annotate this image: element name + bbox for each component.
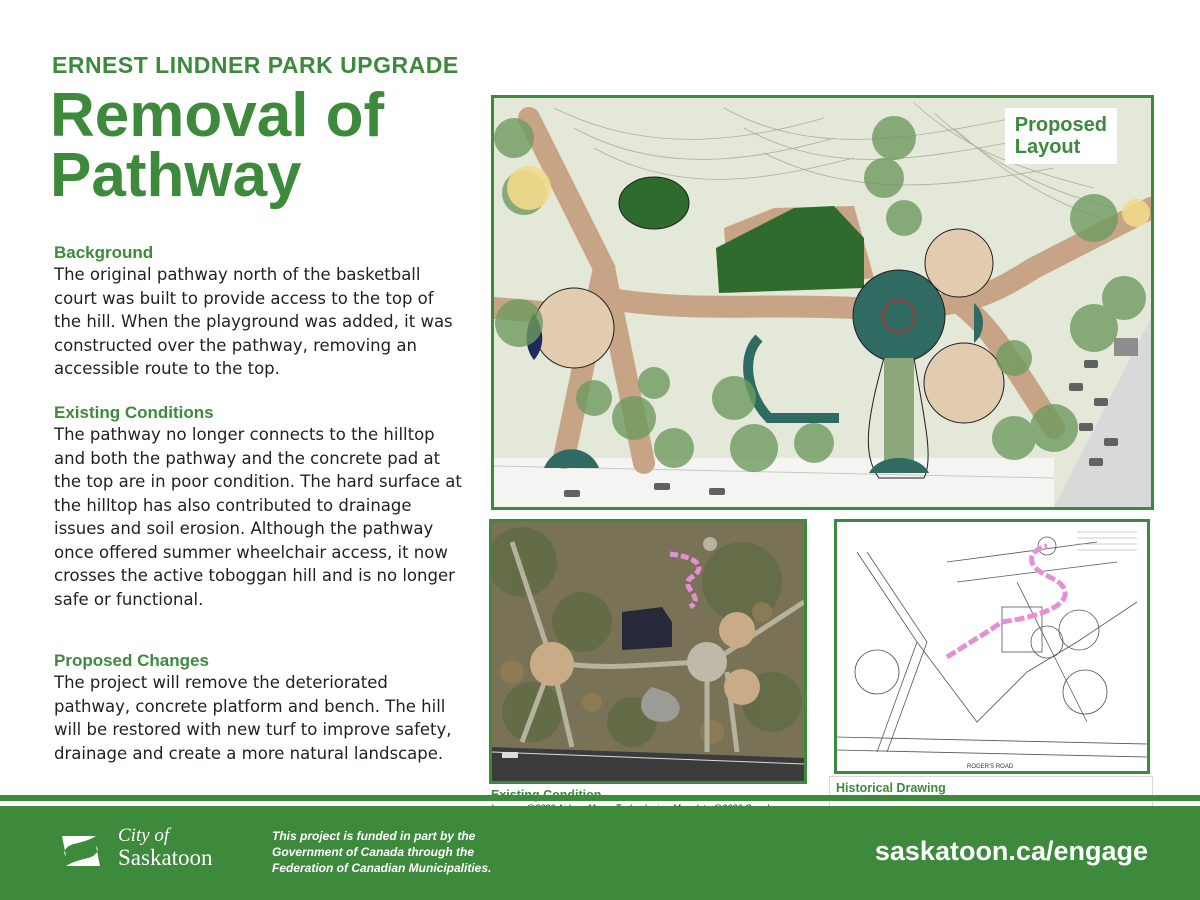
roger-road-label: ROGER'S ROAD xyxy=(967,764,1014,770)
funding-statement xyxy=(272,828,491,876)
background-section xyxy=(54,243,464,381)
background-body: The original pathway north of the basketball court was built to provide access to the top of the hill. When the playground was added, it was constructed over the pathway, removing an accessible route to the top. xyxy=(54,265,453,378)
proposed-changes-section xyxy=(54,651,464,765)
proposed-layout-label-line-2: Layout xyxy=(1014,136,1081,158)
existing-conditions-section xyxy=(54,403,464,611)
existing-conditions-heading: Existing Conditions xyxy=(54,403,214,422)
proposed-layout-label-line-1: Proposed xyxy=(1014,114,1107,136)
title-line-2: Pathway xyxy=(50,141,302,210)
background-heading: Background xyxy=(54,243,154,262)
funding-line-3: Federation of Canadian Municipalities. xyxy=(272,861,492,875)
proposed-changes-body: The project will remove the deteriorated pathway, concrete platform and bench. The hill will be restored with new turf to improve safety, drainage and create a more natural landscape. xyxy=(54,673,452,763)
existing-condition-aerial xyxy=(492,522,804,781)
page-title xyxy=(50,81,470,210)
city-logo-text xyxy=(118,826,213,870)
funding-line-2: Government of Canada through the xyxy=(272,845,475,859)
engage-url-link[interactable]: saskatoon.ca/engage xyxy=(874,836,1148,866)
proposed-changes-heading: Proposed Changes xyxy=(54,651,209,670)
existing-condition-panel xyxy=(489,519,807,784)
logo-line-2: Saskatoon xyxy=(118,845,213,870)
funding-line-1: This project is funded in part by the xyxy=(272,829,476,843)
proposed-layout-panel xyxy=(491,95,1154,510)
project-eyebrow: ERNEST LINDNER PARK UPGRADE xyxy=(52,52,459,78)
historical-drawing-caption: Historical Drawing xyxy=(836,781,946,795)
proposed-layout-label xyxy=(1005,108,1117,164)
title-line-1: Removal of xyxy=(50,81,385,150)
footer xyxy=(0,806,1200,900)
historical-drawing-panel xyxy=(834,519,1150,774)
footer-divider xyxy=(0,795,1200,801)
historical-drawing xyxy=(837,522,1147,771)
existing-conditions-body: The pathway no longer connects to the hilltop and both the pathway and the concrete pad at the top are in poor condition. The hard surface at the hilltop has also contributed to drainage issues and soil erosion. Although the pathway once offered summer wheelchair access, it now crosses the active toboggan hill and is no longer safe or functional. xyxy=(54,425,462,609)
city-of-saskatoon-logo-icon xyxy=(52,830,110,872)
logo-line-1: City of xyxy=(118,825,170,846)
